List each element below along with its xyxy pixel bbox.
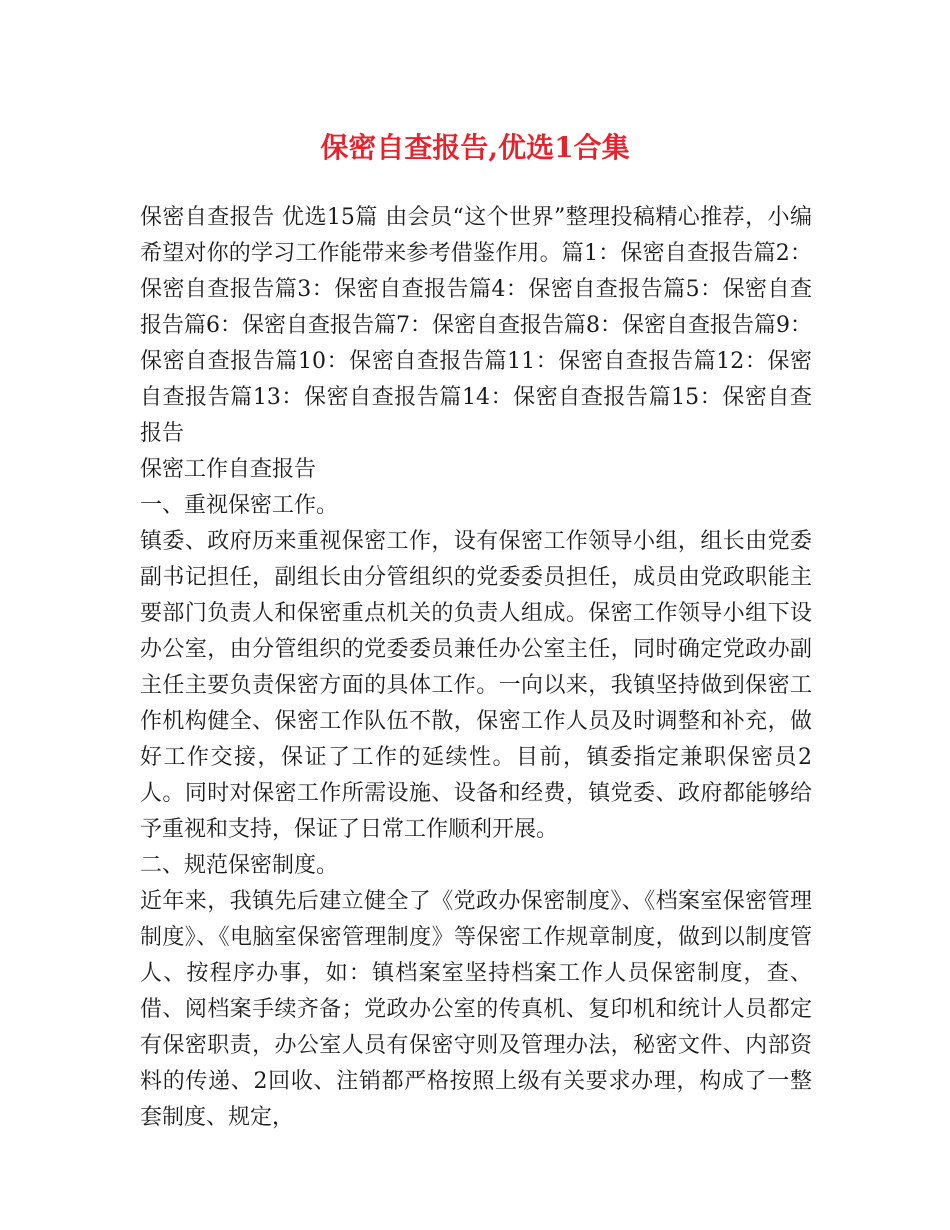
document-title: 保密自查报告,优选1合集: [320, 131, 630, 164]
document-body: [140, 200, 812, 1136]
intro-paragraph: 保密自查报告 优选15篇 由会员“这个世界”整理投稿精心推荐，小编希望对你的学习工作能带来参考借鉴作用。篇1：保密自查报告篇2：保密自查报告篇3：保密自查报告篇4：保密自查报告篇5：保密自查报告篇6：保密自查报告篇7：保密自查报告篇8：保密自查报告篇9：保密自查报告篇10：保密自查报告篇11：保密自查报告篇12：保密自查报告篇13：保密自查报告篇14：保密自查报告篇15：保密自查报告: [140, 205, 812, 446]
subsection-heading-1: 一、重视保密工作。: [140, 493, 339, 518]
subsection-heading-2: 二、规范保密制度。: [140, 853, 339, 878]
section-heading: 保密工作自查报告: [140, 457, 317, 482]
body-paragraph-2: 近年来，我镇先后建立健全了《党政办保密制度》、《档案室保密管理制度》、《电脑室保密管理制度》等保密工作规章制度，做到以制度管人、按程序办事，如：镇档案室坚持档案工作人员保密制度，查、借、阅档案手续齐备；党政办公室的传真机、复印机和统计人员都定有保密职责，办公室人员有保密守则及管理办法，秘密文件、内部资料的传递、2回收、注销都严格按照上级有关要求办理，构成了一整套制度、规定，: [140, 889, 812, 1130]
body-paragraph-1: 镇委、政府历来重视保密工作，设有保密工作领导小组，组长由党委副书记担任，副组长由分管组织的党委委员担任，成员由党政职能主要部门负责人和保密重点机关的负责人组成。保密工作领导小组下设办公室，由分管组织的党委委员兼任办公室主任，同时确定党政办副主任主要负责保密方面的具体工作。一向以来，我镇坚持做到保密工作机构健全、保密工作队伍不散，保密工作人员及时调整和补充，做好工作交接，保证了工作的延续性。目前，镇委指定兼职保密员2人。同时对保密工作所需设施、设备和经费，镇党委、政府都能够给予重视和支持，保证了日常工作顺利开展。: [140, 529, 812, 842]
